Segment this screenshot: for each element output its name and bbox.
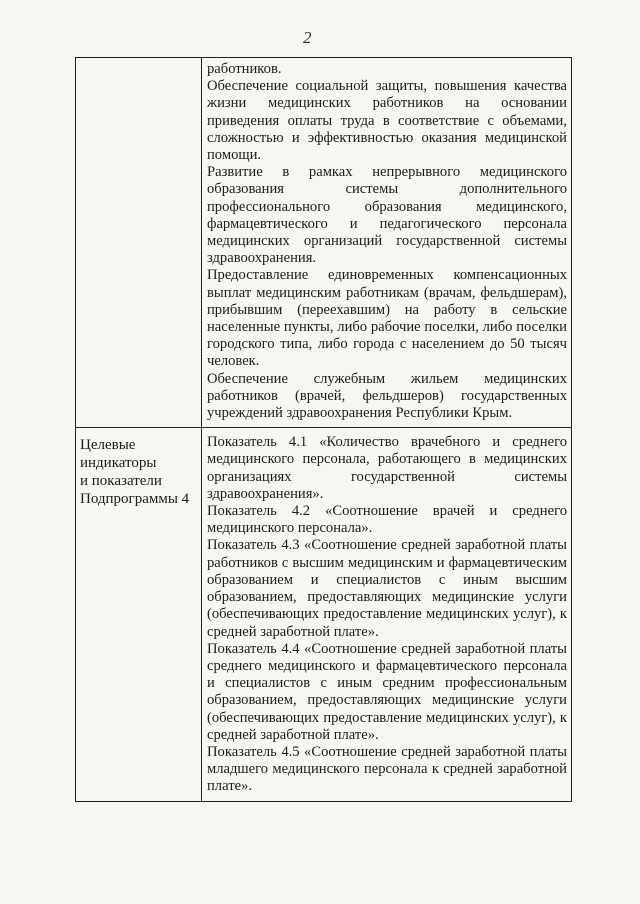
table-label-cell: [76, 58, 202, 428]
table-content-cell: [202, 428, 572, 801]
row-label: [76, 428, 201, 508]
table-label-cell: [76, 428, 202, 801]
row-label-line: и показатели: [80, 473, 162, 490]
paragraph: работников.: [207, 61, 282, 77]
paragraph: Обеспечение социальной защиты, повышения качества жизни медицинских работников на основании приведения оплаты труда в соответствие с объемами, сложностью и эффективностью оказания медицинской помощи.: [207, 78, 567, 164]
paragraph: Развитие в рамках непрерывного медицинского образования системы дополнительного профессионального образования медицинского, фармацевтического и педагогического персонала медицинских организаций государственной системы здравоохранения.: [207, 164, 567, 267]
table-content-cell: [202, 58, 572, 428]
table-row: [76, 428, 572, 801]
row-label-line: Целевые: [80, 437, 136, 454]
paragraph: Показатель 4.5 «Соотношение средней заработной платы младшего медицинского персонала к средней заработной плате».: [207, 743, 567, 795]
paragraph: Обеспечение служебным жильем медицинских работников (врачей, фельдшеров) государственных учреждений здравоохранения Республики Крым.: [207, 370, 567, 422]
table-row: [76, 58, 572, 428]
indicators-text: [202, 428, 571, 800]
paragraph: Предоставление единовременных компенсационных выплат медицинским работникам (врачам, фельдшерам), прибывшим (переехавшим) на работу в сельские населенные пункты, либо рабочие поселки, либо поселки городского типа, либо города с населением до 50 тысяч человек.: [207, 267, 567, 370]
paragraph: Показатель 4.2 «Соотношение врачей и среднего медицинского персонала».: [207, 503, 567, 537]
row-label-line: индикаторы: [80, 455, 157, 472]
row-label: [76, 58, 201, 66]
page-number: 2: [303, 28, 312, 47]
paragraph: Показатель 4.1 «Количество врачебного и среднего медицинского персонала, работающего в медицинских организациях государственной системы здравоохранения».: [207, 434, 567, 502]
paragraph: Показатель 4.3 «Соотношение средней заработной платы работников с высшим медицинским и фармацевтическим образованием и специалистов с иным высшим образованием, предоставляющих медицинские услуги (обеспечивающих предоставление медицинских услуг), к средней заработной плате».: [207, 537, 567, 640]
paragraph: Показатель 4.4 «Соотношение средней заработной платы среднего медицинского и фармацевтического персонала и специалистов с иным средним профессиональным образованием, предоставляющих медицинские услуги (обеспечивающих предоставление медицинских услуг), к средней заработной плате».: [207, 640, 567, 743]
row-label-line: Подпрограммы 4: [80, 491, 190, 508]
program-table: [75, 57, 572, 802]
tasks-text: [202, 58, 571, 427]
